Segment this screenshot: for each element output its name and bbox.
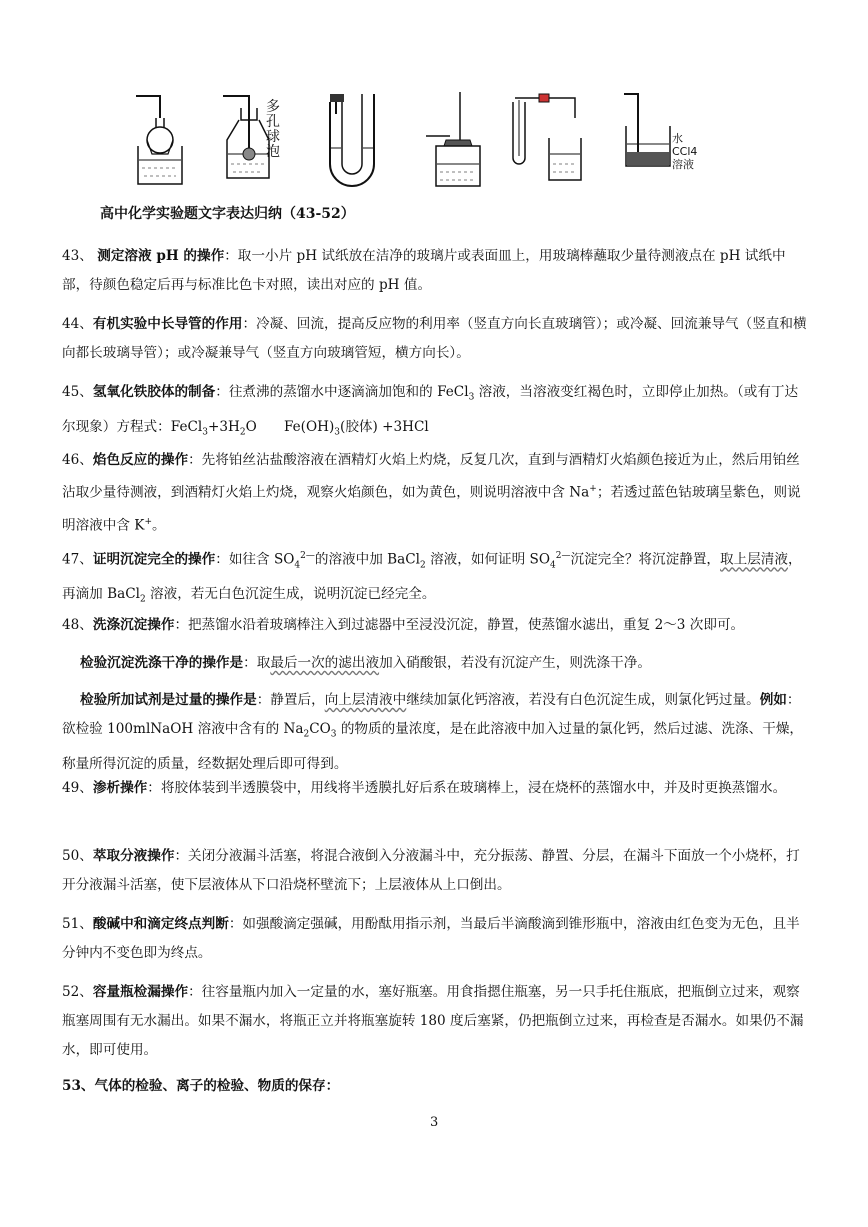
item-number: 46、 <box>62 452 93 468</box>
item-number: 47、 <box>62 551 93 568</box>
item-text: ：静置后， <box>256 692 325 708</box>
item-heading: 酸碱中和滴定终点判断 <box>92 916 229 932</box>
wavy-underlined-text: 取上层清液 <box>720 551 788 568</box>
item-heading: 氢氧化铁胶体的制备 <box>92 384 216 400</box>
item-text: ：把蒸馏水沿着玻璃棒注入到过滤器中至浸没沉淀，静置，使蒸馏水滤出，重复 2～3 次即可。 <box>174 617 745 633</box>
subscript: 3 <box>334 427 341 438</box>
item-text: ：欲检验 100mlNaOH 溶液中含有的 Na <box>62 692 801 737</box>
item-text: CO <box>309 721 331 737</box>
item-45 <box>62 378 810 447</box>
test-tube-beaker-icon <box>505 88 585 194</box>
item-number: 51、 <box>62 916 93 932</box>
item-49 <box>62 774 810 803</box>
item-text: O Fe(OH) <box>245 418 335 435</box>
item-text: 的溶液中加 BaCl <box>314 551 421 568</box>
item-text: ：冷凝、回流，提高反应物的利用率（竖直方向长直玻璃管）；或冷凝、回流兼导气（竖直和横向都长玻璃导管）；或冷凝兼导气（竖直方向玻璃管短，横方向长）。 <box>62 316 807 361</box>
item-text: 溶液，若无白色沉淀生成，说明沉淀已经完全。 <box>145 586 436 603</box>
superscript: 2— <box>555 551 571 561</box>
item-text: ：将胶体装到半透膜袋中，用线将半透膜扎好后系在玻璃棒上，浸在烧杯的蒸馏水中，并及时更换蒸馏水。 <box>147 780 787 796</box>
section-title: 高中化学实验题文字表达归纳（43-52） <box>100 206 355 222</box>
item-heading: 萃取分液操作 <box>92 848 175 864</box>
item-heading: 气体的检验、离子的检验、物质的保存： <box>94 1078 340 1094</box>
item-heading: 洗涤沉淀操作 <box>92 617 175 633</box>
solution-label: 溶液 <box>672 158 694 171</box>
superscript: + <box>144 516 152 527</box>
item-53 <box>62 1072 810 1101</box>
item-text: ：如强酸滴定强碱，用酚酞用指示剂，当最后半滴酸滴到锥形瓶中，溶液由红色变为无色，且半分钟内不变色即为终点。 <box>62 916 800 961</box>
item-text: (胶体) +3HCl <box>340 418 429 435</box>
item-text: ：如往含 SO <box>215 551 295 568</box>
water-label: 水 <box>672 132 683 145</box>
subscript: 2 <box>420 560 426 571</box>
item-heading: 检验所加试剂是过量的操作是 <box>80 692 257 708</box>
item-51 <box>62 910 810 968</box>
item-text: +3H <box>207 418 240 435</box>
superscript: 2— <box>300 551 315 561</box>
subscript: 2 <box>139 594 146 605</box>
item-heading: 有机实验中长导管的作用 <box>92 316 243 332</box>
gas-collection-bottle-icon <box>422 88 492 194</box>
item-text: 溶液，当溶液变红褐色时，立即停止加热。（或有丁达尔现象）方程式：FeCl <box>62 384 799 435</box>
item-50 <box>62 842 810 900</box>
item-heading: 证明沉淀完全的操作 <box>92 551 216 568</box>
subscript: 3 <box>330 729 337 740</box>
item-text: ：往煮沸的蒸馏水中逐滴滴加饱和的 FeCl <box>215 384 469 400</box>
item-heading: 渗析操作 <box>92 780 148 796</box>
example-heading: 例如 <box>759 692 787 708</box>
item-48-excess-check <box>62 686 810 779</box>
item-number: 50、 <box>62 848 93 864</box>
item-46 <box>62 446 810 540</box>
subscript: 3 <box>202 427 208 438</box>
item-heading: 容量瓶检漏操作 <box>92 984 189 1000</box>
item-text: 沉淀完全？将沉淀静置， <box>570 551 721 568</box>
item-text: ：取一小片 pH 试纸放在洁净的玻璃片或表面皿上，用玻璃棒蘸取少量待测液点在 pH 试纸中部，待颜色稳定后再与标准比色卡对照，读出对应的 pH 值。 <box>62 248 786 293</box>
item-text: 的物质的量浓度，是在此溶液中加入过量的氯化钙，然后过滤、洗涤、干燥，称量所得沉淀的质量，经数据处理后即可得到。 <box>62 721 804 772</box>
item-text: 溶液，如何证明 SO <box>425 551 551 568</box>
subscript: 2 <box>239 427 246 438</box>
item-text: 加入硝酸银，若没有沉淀产生，则洗涤干净。 <box>379 655 651 671</box>
item-43 <box>62 242 810 300</box>
item-number: 53、 <box>62 1078 95 1094</box>
item-text: 。 <box>152 517 166 534</box>
item-heading: 焰色反应的操作 <box>92 452 189 468</box>
subscript: 3 <box>468 392 475 403</box>
water-ccl4-beaker-icon <box>618 88 698 194</box>
u-tube-icon <box>318 88 388 194</box>
porous-bulb-label: 多孔球泡 <box>266 99 280 160</box>
subscript: 4 <box>550 560 556 571</box>
item-44 <box>62 310 810 368</box>
superscript: + <box>589 484 597 494</box>
item-heading: 测定溶液 pH 的操作 <box>97 248 225 264</box>
item-text: ：关闭分液漏斗活塞，将混合液倒入分液漏斗中，充分振荡、静置、分层，在漏斗下面放一个小烧杯，打开分液漏斗活塞，使下层液体从下口沿烧杯壁流下；上层液体从上口倒出。 <box>62 848 800 893</box>
item-text: ：往容量瓶内加入一定量的水，塞好瓶塞。用食指摁住瓶塞，另一只手托住瓶底，把瓶倒立过来，观察瓶塞周围有无水漏出。如果不漏水，将瓶正立并将瓶塞旋转 180 度后塞紧，仍把瓶倒立过来，再检查是否漏水。如果仍不漏水，即可使用。 <box>62 984 804 1058</box>
item-48 <box>62 611 810 640</box>
item-number: 43、 <box>62 248 93 264</box>
subscript: 4 <box>294 560 301 571</box>
item-47 <box>62 542 810 615</box>
subscript: 2 <box>303 729 310 740</box>
item-heading: 检验沉淀洗涤干净的操作是 <box>80 655 244 671</box>
apparatus-diagrams <box>100 88 700 196</box>
item-number: 44、 <box>62 316 93 332</box>
item-number: 52、 <box>62 984 93 1000</box>
item-text: ：先将铂丝沾盐酸溶液在酒精灯火焰上灼烧，反复几次，直到与酒精灯火焰颜色接近为止，然后用铂丝沾取少量待测液，到酒精灯火焰上灼烧，观察火焰颜色，如为黄色，则说明溶液中含 Na <box>62 452 800 501</box>
ccl4-label: CCl4 <box>672 145 698 158</box>
item-52 <box>62 978 810 1065</box>
item-number: 45、 <box>62 384 93 400</box>
item-text: ：取 <box>243 655 271 671</box>
item-number: 48、 <box>62 617 93 633</box>
item-text: ，再滴加 BaCl <box>62 551 802 603</box>
item-text: 继续加氯化钙溶液，若没有白色沉淀生成，则氯化钙过量。 <box>406 692 760 708</box>
wavy-underlined-text: 向上层清液中 <box>324 692 407 708</box>
wavy-underlined-text: 最后一次的滤出液 <box>270 655 380 671</box>
item-text: ；若透过蓝色钴玻璃呈紫色，则说明溶液中含 K <box>62 484 801 534</box>
item-48-wash-check <box>62 649 810 678</box>
page-number: 3 <box>430 1115 439 1130</box>
inverted-funnel-absorber-icon <box>130 88 190 194</box>
item-number: 49、 <box>62 780 93 796</box>
